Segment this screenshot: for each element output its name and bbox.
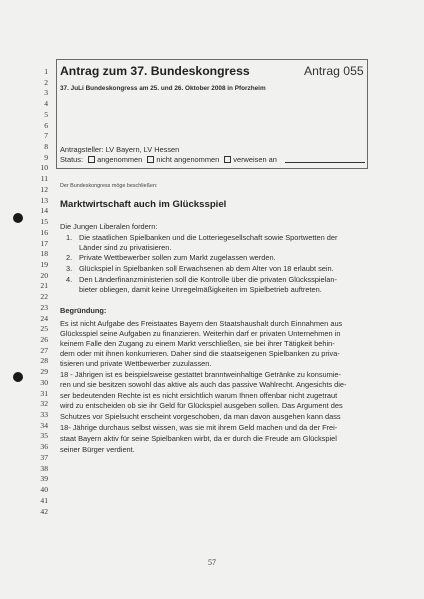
reason-line: seiner Bürger verdient. — [60, 445, 135, 454]
reason-line: dern oder mit ihnen konkurrieren. Daher sind die staatseigenen Spielbanken zu priva- — [60, 349, 340, 358]
line-number: 24 — [40, 314, 48, 323]
line-number: 5 — [44, 110, 48, 119]
line-number: 26 — [40, 335, 48, 344]
demand-number: 4. — [66, 275, 73, 284]
line-number: 15 — [40, 217, 48, 226]
line-number: 22 — [40, 292, 48, 301]
demands-intro: Die Jungen Liberalen fordern: — [60, 222, 158, 231]
status-option-nicht-angenommen: nicht angenommen — [156, 155, 220, 164]
demand-number: 1. — [66, 233, 73, 242]
line-number: 31 — [40, 389, 48, 398]
line-number: 36 — [40, 442, 48, 451]
line-number: 32 — [40, 399, 48, 408]
line-number: 2 — [44, 78, 48, 87]
demand-line: bieter obliegen, damit keine Unregelmäßigkeiten im Spielbetrieb auftreten. — [79, 285, 322, 294]
reason-line: ren und sie besitzen sowohl das aktive als auch das passive Wahlrecht. Angesichts die- — [60, 380, 347, 389]
reason-line: Glücksspiel seine Aufgaben zu finanzieren. Weiterhin darf er privaten Unternehmen in — [60, 329, 341, 338]
motion-title: Antrag zum 37. Bundeskongress — [60, 64, 250, 78]
line-number: 29 — [40, 367, 48, 376]
reason-line: wird zu entscheiden ob sie ihr Geld für Glückspiel ausgeben sollen. Das Argument des — [60, 401, 343, 410]
line-number: 20 — [40, 271, 48, 280]
line-number: 21 — [40, 281, 48, 290]
line-number: 42 — [40, 507, 48, 516]
punch-hole-bottom — [13, 372, 23, 382]
line-number: 17 — [40, 239, 48, 248]
status-line — [60, 155, 365, 165]
line-number: 35 — [40, 431, 48, 440]
line-number: 38 — [40, 464, 48, 473]
line-number: 10 — [40, 163, 48, 172]
line-number: 40 — [40, 485, 48, 494]
line-number: 23 — [40, 303, 48, 312]
demand-line: Den Länderfinanzministerien soll die Kontrolle über die privaten Glücksspielan- — [79, 275, 337, 284]
line-number: 25 — [40, 324, 48, 333]
referral-blank-line — [285, 162, 365, 163]
line-number: 1 — [44, 67, 48, 76]
line-number: 39 — [40, 474, 48, 483]
line-number: 18 — [40, 249, 48, 258]
reason-line: keinem Falle den Zugang zu einem Markt verschließen, sie bei ihrer Tätigkeit behin- — [60, 339, 335, 348]
checkbox-angenommen[interactable] — [88, 156, 95, 163]
status-option-verweisen: verweisen an — [233, 155, 277, 164]
line-number: 3 — [44, 88, 48, 97]
congress-subtitle: 37. JuLi Bundeskongress am 25. und 26. Oktober 2008 in Pforzheim — [60, 85, 266, 92]
line-number: 6 — [44, 121, 48, 130]
line-number: 9 — [44, 153, 48, 162]
reason-line: tisieren und private Wettbewerber zuzulassen. — [60, 359, 212, 368]
demand-line: Die staatlichen Spielbanken und die Lotteriegesellschaft sowie Sportwetten der — [79, 233, 338, 242]
line-number: 41 — [40, 496, 48, 505]
line-number: 37 — [40, 453, 48, 462]
page-number: 57 — [208, 558, 216, 567]
line-number: 13 — [40, 196, 48, 205]
line-number: 30 — [40, 378, 48, 387]
reason-line: staat Bayern aktiv für seine Spielbanken wirbt, da er durch die Freude am Glückspiel — [60, 434, 337, 443]
reason-line: Es ist nicht Aufgabe des Freistaates Bayern den Staatshaushalt durch Einnahmen aus — [60, 319, 343, 328]
line-number: 27 — [40, 346, 48, 355]
status-label: Status: — [60, 155, 84, 164]
applicant-line: Antragsteller: LV Bayern, LV Hessen — [60, 145, 180, 154]
line-number: 34 — [40, 421, 48, 430]
checkbox-verweisen[interactable] — [224, 156, 231, 163]
line-number: 14 — [40, 206, 48, 215]
motion-heading: Marktwirtschaft auch im Glücksspiel — [60, 199, 227, 210]
line-number: 16 — [40, 228, 48, 237]
demand-line: Glückspiel in Spielbanken soll Erwachsenen ab dem Alter von 18 erlaubt sein. — [79, 264, 334, 273]
line-number: 7 — [44, 131, 48, 140]
demand-line: Länder sind zu privatisieren. — [79, 243, 172, 252]
line-number: 28 — [40, 356, 48, 365]
line-number: 19 — [40, 260, 48, 269]
demand-line: Private Wettbewerber sollen zum Markt zugelassen werden. — [79, 253, 276, 262]
demand-number: 2. — [66, 253, 73, 262]
reason-line: Schutzes vor Spielsucht erscheint vorgeschoben, da man davon ausgehen kann dass — [60, 412, 341, 421]
checkbox-nicht-angenommen[interactable] — [147, 156, 154, 163]
line-number: 4 — [44, 99, 48, 108]
reason-line: 18- Jährige durchaus selbst wissen, was sie mit ihrem Geld machen und da der Frei- — [60, 423, 338, 432]
punch-hole-top — [13, 213, 23, 223]
line-number: 33 — [40, 410, 48, 419]
resolution-intro: Der Bundeskongress möge beschließen: — [60, 183, 158, 189]
line-number: 12 — [40, 185, 48, 194]
reason-line: 18 - Jährigen ist es beispielsweise gestattet branntweinhaltige Getränke zu konsumie- — [60, 370, 341, 379]
demand-number: 3. — [66, 264, 73, 273]
reason-heading: Begründung: — [60, 306, 107, 315]
reason-line: ser bedeutenden Rechte ist es nicht ersichtlich warum Ihnen offenbar nicht zugetraut — [60, 391, 338, 400]
status-option-angenommen: angenommen — [97, 155, 143, 164]
line-number: 11 — [40, 174, 48, 183]
motion-number: Antrag 055 — [304, 64, 364, 78]
line-number: 8 — [44, 142, 48, 151]
